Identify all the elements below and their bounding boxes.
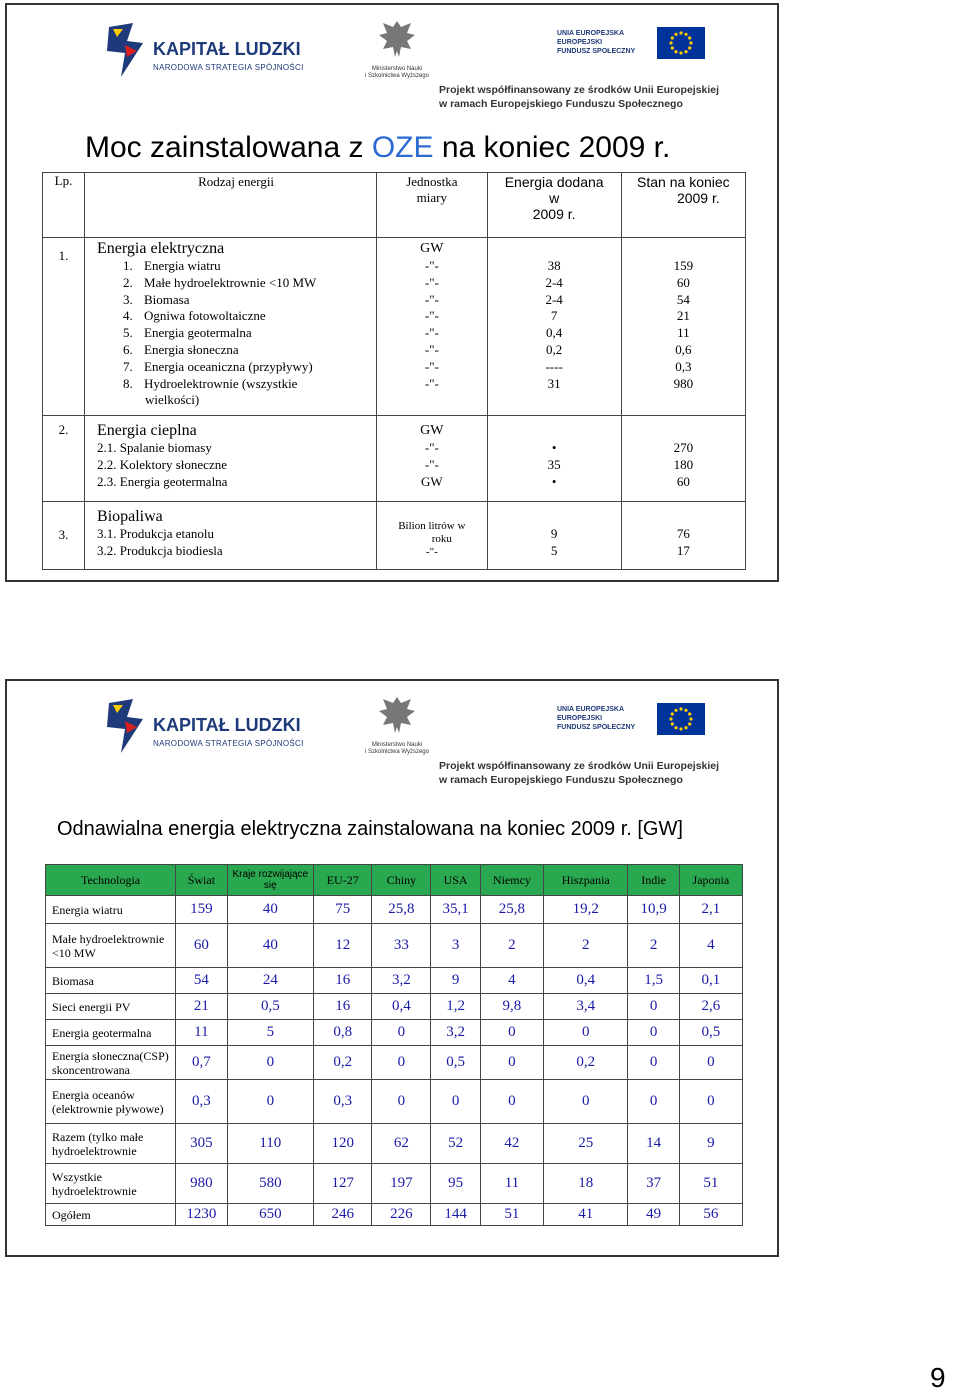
table-cell: 21 xyxy=(176,994,228,1020)
eu-logo xyxy=(557,27,757,67)
table-cell: 127 xyxy=(314,1164,372,1204)
table-cell: 0,4 xyxy=(372,994,431,1020)
column-header: Hiszpania xyxy=(544,865,628,896)
table-cell: 4 xyxy=(480,968,543,994)
table-cell: 40 xyxy=(227,896,313,924)
slide-title: Odnawialna energia elektryczna zainstalowana na koniec 2009 r. [GW] xyxy=(57,818,683,840)
unit-line-1: Bilion litrów w xyxy=(398,520,466,532)
column-header: Japonia xyxy=(679,865,742,896)
table-cell: 0 xyxy=(544,1020,628,1046)
table-cell: 0 xyxy=(372,1080,431,1124)
project-line-1: Projekt współfinansowany ze środków Unii Europejskiej xyxy=(439,760,720,772)
table-cell: 0 xyxy=(227,1046,313,1080)
eu-line-1: UNIA EUROPEJSKA xyxy=(557,30,625,37)
list-item: 7. Energia oceaniczna (przypływy) xyxy=(123,358,313,374)
slide-installed-capacity xyxy=(5,3,779,582)
project-line-2: w ramach Europejskiego Funduszu Społecznego xyxy=(439,774,683,786)
value-cell: 76 xyxy=(676,526,690,541)
row-label: Małe hydroelektrownie <10 MW xyxy=(46,924,176,968)
value-cell: 11 xyxy=(677,325,690,341)
table-row xyxy=(46,924,743,968)
table-cell: 11 xyxy=(480,1164,543,1204)
table-cell: 95 xyxy=(431,1164,480,1204)
table-cell: 2 xyxy=(628,924,679,968)
value-cell: ---- xyxy=(545,358,563,374)
unit-cell: -"- xyxy=(424,325,439,341)
column-header: EU-27 xyxy=(314,865,372,896)
table-cell: 144 xyxy=(431,1204,480,1226)
value-cell: 60 xyxy=(676,274,690,290)
value-cell: 0,6 xyxy=(675,341,692,357)
slide-renewable-electricity xyxy=(5,679,779,1257)
table-cell: 0 xyxy=(480,1080,543,1124)
value-cell: 60 xyxy=(676,473,690,489)
table-cell: 0,2 xyxy=(544,1046,628,1080)
table-cell: 51 xyxy=(679,1164,742,1204)
table-cell: 2,1 xyxy=(679,896,742,924)
kapital-ludzki-title: KAPITAŁ LUDZKI xyxy=(153,39,301,59)
value-cell: 0,2 xyxy=(546,341,563,357)
table-cell: 33 xyxy=(372,924,431,968)
kapital-ludzki-logo xyxy=(95,697,304,757)
unit-cell: -"- xyxy=(424,308,439,324)
project-line-2: w ramach Europejskiego Funduszu Społecznego xyxy=(439,98,683,110)
table-cell: 2 xyxy=(544,924,628,968)
unit-title: GW xyxy=(420,241,444,256)
section-total xyxy=(621,238,745,416)
section-row-energia-cieplna xyxy=(43,416,746,502)
table-cell: 51 xyxy=(480,1204,543,1226)
row-label: Biomasa xyxy=(46,968,176,994)
table-cell: 9,8 xyxy=(480,994,543,1020)
eu-flag-icon xyxy=(657,703,705,735)
list-item: 6. Energia słoneczna xyxy=(123,341,239,357)
header-energia-3: 2009 r. xyxy=(532,206,576,222)
section-items xyxy=(97,258,375,409)
row-label: Energia oceanów (elektrownie pływowe) xyxy=(46,1080,176,1124)
table-cell: 0 xyxy=(679,1046,742,1080)
eu-line-3: FUNDUSZ SPOŁECZNY xyxy=(557,48,636,55)
table-cell: 980 xyxy=(176,1164,228,1204)
table-cell: 0,2 xyxy=(314,1046,372,1080)
eu-line-1: UNIA EUROPEJSKA xyxy=(557,706,625,713)
column-header: Świat xyxy=(176,865,228,896)
table-cell: 0 xyxy=(628,1046,679,1080)
unit-cell: -"- xyxy=(424,291,439,307)
header-jednostka-2: miary xyxy=(416,190,447,205)
unit-cell: -"- xyxy=(424,456,439,472)
project-cofinancing-text xyxy=(439,759,759,787)
table-cell: 1,5 xyxy=(628,968,679,994)
list-item: 2.2. Kolektory słoneczne xyxy=(97,456,227,472)
renewable-table xyxy=(45,864,743,1226)
header-energia-dodana xyxy=(487,173,621,238)
table-cell: 54 xyxy=(176,968,228,994)
table-cell: 41 xyxy=(544,1204,628,1226)
eagle-icon xyxy=(377,693,417,737)
table-cell: 14 xyxy=(628,1124,679,1164)
project-cofinancing-text xyxy=(439,83,759,111)
table-cell: 0 xyxy=(628,1020,679,1046)
eu-logo xyxy=(557,703,757,743)
slide-header xyxy=(7,5,777,115)
section-names xyxy=(85,502,377,570)
table-header-row xyxy=(46,865,743,896)
value-cell: 270 xyxy=(673,440,694,455)
value-cell: 0,3 xyxy=(675,358,692,374)
table-body xyxy=(46,896,743,1226)
table-cell: 305 xyxy=(176,1124,228,1164)
value-cell: 35 xyxy=(547,456,561,472)
value-cell: 17 xyxy=(676,542,690,558)
value-cell: 54 xyxy=(676,291,690,307)
value-cell: 159 xyxy=(673,258,694,273)
table-cell: 0 xyxy=(480,1046,543,1080)
list-item: 8. Hydroelektrownie (wszystkie xyxy=(123,375,298,391)
table-cell: 16 xyxy=(314,994,372,1020)
row-label: Energia geotermalna xyxy=(46,1020,176,1046)
value-cell: 9 xyxy=(550,526,558,541)
header-jednostka-1: Jednostka xyxy=(406,174,458,189)
section-added xyxy=(487,416,621,502)
page-number: 9 xyxy=(930,1362,946,1393)
value-cell: 180 xyxy=(673,456,694,472)
row-label: Ogółem xyxy=(46,1204,176,1226)
table-cell: 650 xyxy=(227,1204,313,1226)
header-stan-2: 2009 r. xyxy=(676,190,720,206)
column-header: USA xyxy=(431,865,480,896)
table-cell: 49 xyxy=(628,1204,679,1226)
list-item: 2.1. Spalanie biomasy xyxy=(97,440,212,455)
column-header: Technologia xyxy=(46,865,176,896)
table-cell: 0 xyxy=(480,1020,543,1046)
table-cell: 25,8 xyxy=(372,896,431,924)
eagle-icon xyxy=(377,17,417,61)
kapital-ludzki-star-icon xyxy=(103,697,145,755)
table-cell: 0,1 xyxy=(679,968,742,994)
unit-cell: GW xyxy=(421,473,443,489)
table-cell: 42 xyxy=(480,1124,543,1164)
eu-line-2: EUROPEJSKI xyxy=(557,39,603,46)
table-cell: 246 xyxy=(314,1204,372,1226)
header-jednostka xyxy=(377,173,487,238)
table-cell: 62 xyxy=(372,1124,431,1164)
list-item: 2.3. Energia geotermalna xyxy=(97,473,228,489)
section-units xyxy=(377,416,487,502)
table-cell: 0,5 xyxy=(679,1020,742,1046)
eu-text xyxy=(557,29,635,56)
row-label: Wszystkie hydroelektrownie xyxy=(46,1164,176,1204)
table-cell: 0,8 xyxy=(314,1020,372,1046)
value-cell: 7 xyxy=(550,308,558,324)
unit-cell: -"- xyxy=(424,375,439,391)
slide-title xyxy=(85,131,670,165)
column-header: Niemcy xyxy=(480,865,543,896)
ministry-logo xyxy=(362,693,432,763)
table-cell: 0 xyxy=(227,1080,313,1124)
eu-text xyxy=(557,705,635,732)
table-cell: 11 xyxy=(176,1020,228,1046)
table-cell: 0 xyxy=(628,1080,679,1124)
table-cell: 10,9 xyxy=(628,896,679,924)
unit-cell: -"- xyxy=(424,258,439,273)
table-cell: 0 xyxy=(628,994,679,1020)
list-item: 4. Ogniwa fotowoltaiczne xyxy=(123,308,266,324)
table-cell: 197 xyxy=(372,1164,431,1204)
list-item: 3.1. Produkcja etanolu xyxy=(97,526,214,541)
table-cell: 40 xyxy=(227,924,313,968)
table-row xyxy=(46,1020,743,1046)
table-cell: 0 xyxy=(431,1080,480,1124)
value-cell: 5 xyxy=(550,542,558,558)
row-label: Energia wiatru xyxy=(46,896,176,924)
table-cell: 0,3 xyxy=(314,1080,372,1124)
ministry-line-1: Ministerstwo Nauki xyxy=(371,66,423,72)
value-cell: • xyxy=(551,440,557,455)
kapital-ludzki-logo xyxy=(95,21,304,81)
project-line-1: Projekt współfinansowany ze środków Unii Europejskiej xyxy=(439,84,720,96)
kapital-ludzki-title: KAPITAŁ LUDZKI xyxy=(153,715,301,735)
table-cell: 2,6 xyxy=(679,994,742,1020)
table-cell: 0 xyxy=(544,1080,628,1124)
table-cell: 37 xyxy=(628,1164,679,1204)
ministry-line-2: i Szkolnictwa Wyższego xyxy=(365,73,429,79)
table-header-row xyxy=(43,173,746,238)
table-cell: 159 xyxy=(176,896,228,924)
table-cell: 25,8 xyxy=(480,896,543,924)
table-cell: 52 xyxy=(431,1124,480,1164)
value-cell: 38 xyxy=(547,258,561,273)
table-row xyxy=(46,1164,743,1204)
value-cell: 21 xyxy=(676,308,690,324)
section-units xyxy=(377,238,487,416)
section-title: Energia cieplna xyxy=(97,422,197,439)
ministry-line-1: Ministerstwo Nauki xyxy=(371,742,423,748)
table-row xyxy=(46,1124,743,1164)
table-row xyxy=(46,994,743,1020)
unit-cell: -"- xyxy=(424,358,439,374)
list-item: 2. Małe hydroelektrownie <10 MW xyxy=(123,274,317,290)
list-item-tail: wielkości) xyxy=(145,392,200,408)
section-added xyxy=(487,238,621,416)
table-cell: 4 xyxy=(679,924,742,968)
list-item: 3.2. Produkcja biodiesla xyxy=(97,542,223,558)
table-cell: 16 xyxy=(314,968,372,994)
table-cell: 1,2 xyxy=(431,994,480,1020)
value-cell: 31 xyxy=(547,375,561,391)
row-label: Razem (tylko małe hydroelektrownie xyxy=(46,1124,176,1164)
header-stan-1: Stan na koniec xyxy=(637,174,730,190)
table-cell: 3 xyxy=(431,924,480,968)
table-cell: 18 xyxy=(544,1164,628,1204)
table-cell: 12 xyxy=(314,924,372,968)
table-row xyxy=(46,968,743,994)
section-title: Biopaliwa xyxy=(97,508,163,525)
table-cell: 120 xyxy=(314,1124,372,1164)
column-header: Indie xyxy=(628,865,679,896)
value-cell: 2-4 xyxy=(545,291,563,307)
eu-line-2: EUROPEJSKI xyxy=(557,715,603,722)
table-cell: 0,4 xyxy=(544,968,628,994)
eu-flag-icon xyxy=(657,27,705,59)
section-names xyxy=(85,416,377,502)
table-cell: 56 xyxy=(679,1204,742,1226)
list-item: 3. Biomasa xyxy=(123,291,190,307)
column-header: Chiny xyxy=(372,865,431,896)
row-label: Energia słoneczna(CSP) skoncentrowana xyxy=(46,1046,176,1080)
table-cell: 110 xyxy=(227,1124,313,1164)
section-lp: 2. xyxy=(43,416,85,502)
header-lp: Lp. xyxy=(43,173,85,238)
section-added xyxy=(487,502,621,570)
table-cell: 0 xyxy=(372,1046,431,1080)
table-cell: 0 xyxy=(679,1080,742,1124)
section-row-biopaliwa xyxy=(43,502,746,570)
unit-title: GW xyxy=(420,423,444,438)
table-cell: 5 xyxy=(227,1020,313,1046)
eu-line-3: FUNDUSZ SPOŁECZNY xyxy=(557,724,636,731)
section-title: Energia elektryczna xyxy=(97,240,225,257)
title-oze: OZE xyxy=(371,131,434,164)
table-cell: 24 xyxy=(227,968,313,994)
list-item: 1. Energia wiatru xyxy=(123,258,221,273)
table-cell: 0 xyxy=(372,1020,431,1046)
slide-header xyxy=(7,681,777,791)
table-row xyxy=(46,1046,743,1080)
section-lp: 3. xyxy=(43,502,85,570)
row-label: Sieci energii PV xyxy=(46,994,176,1020)
value-cell: 980 xyxy=(673,375,694,391)
table-cell: 0,7 xyxy=(176,1046,228,1080)
unit-cell: -"- xyxy=(424,274,439,290)
table-cell: 9 xyxy=(679,1124,742,1164)
table-cell: 0,3 xyxy=(176,1080,228,1124)
table-cell: 75 xyxy=(314,896,372,924)
value-cell: 0,4 xyxy=(546,325,563,341)
table-cell: 0,5 xyxy=(227,994,313,1020)
kapital-ludzki-subtitle: NARODOWA STRATEGIA SPÓJNOŚCI xyxy=(153,739,304,748)
capacity-table xyxy=(42,172,746,570)
title-prefix: Moc zainstalowana z xyxy=(85,131,372,164)
header-energia-2: w xyxy=(549,190,560,206)
title-suffix: na koniec 2009 r. xyxy=(433,131,671,164)
table-cell: 19,2 xyxy=(544,896,628,924)
header-energia-1: Energia dodana xyxy=(504,174,604,190)
table-cell: 3,2 xyxy=(431,1020,480,1046)
table-cell: 0,5 xyxy=(431,1046,480,1080)
column-header: Kraje rozwijające się xyxy=(227,865,313,896)
header-rodzaj: Rodzaj energii xyxy=(85,173,377,238)
header-stan xyxy=(621,173,745,238)
section-names xyxy=(85,238,377,416)
table-row xyxy=(46,896,743,924)
section-lp: 1. xyxy=(43,238,85,416)
unit-line-2: roku xyxy=(431,533,452,545)
table-cell: 9 xyxy=(431,968,480,994)
table-cell: 35,1 xyxy=(431,896,480,924)
table-row xyxy=(46,1080,743,1124)
unit-line-3: -"- xyxy=(425,546,438,558)
unit-cell: -"- xyxy=(424,341,439,357)
table-row xyxy=(46,1204,743,1226)
section-total xyxy=(621,416,745,502)
unit-cell: -"- xyxy=(424,440,439,455)
table-cell: 2 xyxy=(480,924,543,968)
ministry-logo xyxy=(362,17,432,87)
kapital-ludzki-star-icon xyxy=(103,21,145,79)
ministry-line-2: i Szkolnictwa Wyższego xyxy=(365,749,429,755)
table-cell: 226 xyxy=(372,1204,431,1226)
table-cell: 60 xyxy=(176,924,228,968)
section-total xyxy=(621,502,745,570)
list-item: 5. Energia geotermalna xyxy=(123,325,252,341)
value-cell: 2-4 xyxy=(545,274,563,290)
table-cell: 3,4 xyxy=(544,994,628,1020)
value-cell: • xyxy=(551,473,557,489)
table-cell: 580 xyxy=(227,1164,313,1204)
table-cell: 25 xyxy=(544,1124,628,1164)
kapital-ludzki-subtitle: NARODOWA STRATEGIA SPÓJNOŚCI xyxy=(153,63,304,72)
section-row-energia-elektryczna xyxy=(43,238,746,416)
section-units xyxy=(377,502,487,570)
table-cell: 1230 xyxy=(176,1204,228,1226)
table-cell: 3,2 xyxy=(372,968,431,994)
